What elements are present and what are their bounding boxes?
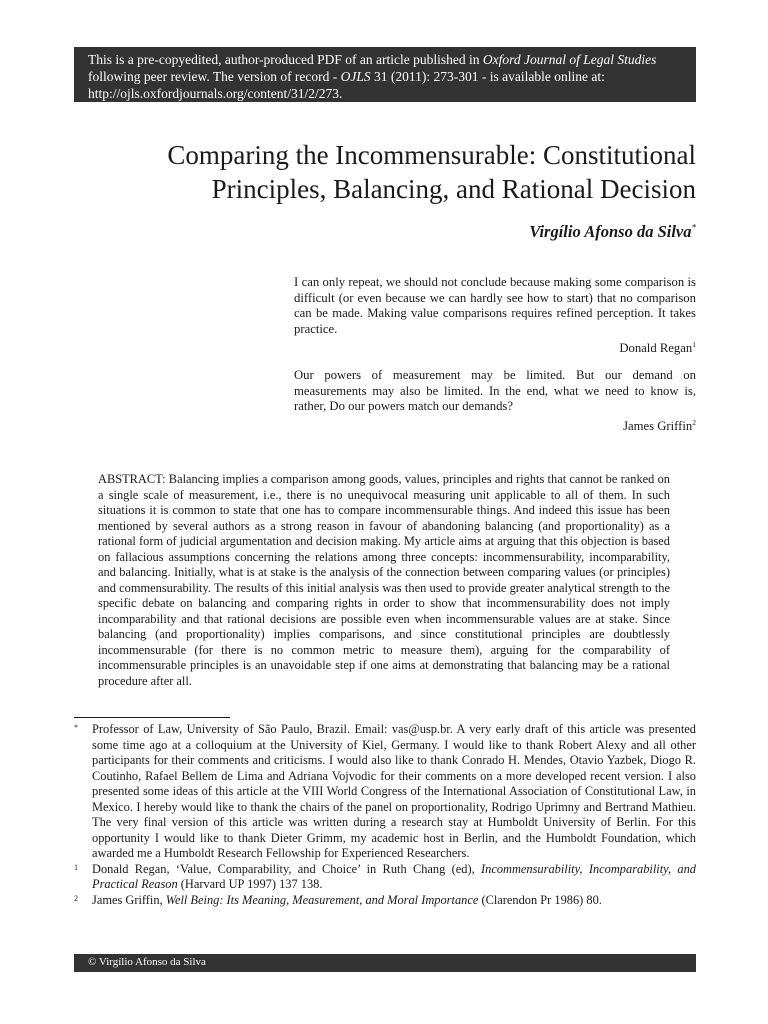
footnote-book-title: Well Being: Its Meaning, Measurement, and Moral Importance <box>165 892 479 907</box>
banner-text-3: 31 (2011): 273-301 - is available online at: http://ojls.oxfordjournals.org/content/31/2/273. <box>88 69 605 101</box>
epigraph-footnote-mark: 1 <box>692 340 696 349</box>
footnote-mark: 2 <box>74 893 78 903</box>
banner-text-1: This is a pre-copyedited, author-produced PDF of an article published in <box>88 52 483 67</box>
author-byline <box>300 222 696 242</box>
article-title <box>74 138 696 206</box>
author-name: Virgílio Afonso da Silva <box>529 222 692 241</box>
footnotes <box>74 722 696 908</box>
publication-notice-banner <box>74 47 696 102</box>
footnote-author <box>74 722 696 862</box>
footnote-text: James Griffin, <box>92 892 166 907</box>
footnote-text: Donald Regan, ‘Value, Comparability, and Choice’ in Ruth Chang (ed), <box>92 861 481 876</box>
epigraph-source-name: Donald Regan <box>619 341 693 356</box>
abstract-paragraph: ABSTRACT: Balancing implies a comparison among goods, values, principles and rights that cannot be ranked on a single scale of measurement, i.e., there is no unequivocal measuring unit applicable to all of them. In such situations it is common to state that one has to compare incommensurable things. And indeed this issue has been mentioned by several authors as a strong reason in favour of abandoning balancing (and proportionality) as a rational form of judicial argumentation and decision making. My article aims at arguing that this objection is based on fallacious assumptions concerning the relations among three concepts: incommensurability, incomparability, and balancing. Initially, what is at stake is the analysis of the connection between comparing values (or principles) and commensurability. The results of this initial analysis was then used to provide greater analytical strength to the specific debate on balancing and comparing rights in order to show that incommensurability does not imply incomparability and that rational decisions are possible even when incommensurable values are at stake. Since balancing (and proportionality) implies comparisons, and since constitutional principles are doubtlessly incommensurable (for there is no common metric to measure them), arguing for the comparability of incommensurable principles is an unavoidable step if one aims at demonstrating that balancing may be a rational procedure after all. <box>98 472 670 688</box>
epigraph-source-name: James Griffin <box>623 418 693 433</box>
footnote-text: (Clarendon Pr 1986) 80. <box>478 892 602 907</box>
epigraph-source <box>294 415 696 435</box>
copyright-text: © Virgílio Afonso da Silva <box>88 956 206 968</box>
epigraph-quote: Our powers of measurement may be limited. But our demand on measurements may also be limited. In the end, what we need to know is, rather, Do our powers match our demands? <box>294 368 696 413</box>
epigraph-griffin <box>294 368 696 434</box>
footnote-mark: 1 <box>74 862 78 872</box>
article-title-line-2: Principles, Balancing, and Rational Decision <box>211 174 696 204</box>
article-title-line-1: Comparing the Incommensurable: Constitutional <box>167 140 696 170</box>
footnote-2 <box>74 893 696 909</box>
author-footnote-mark: * <box>691 222 696 233</box>
epigraph-quote: I can only repeat, we should not conclude because making some comparison is difficult (or even because we can hardly see how to start) that no comparison can be made. Making value comparisons requires refined perception. It takes practice. <box>294 275 696 336</box>
footnote-text: Professor of Law, University of São Paulo, Brazil. Email: vas@usp.br. A very early draft of this article was presented some time ago at a colloquium at the University of Kiel, Germany. I would like to thank Robert Alexy and all other participants for their comments and criticisms. I would also like to thank Conrado H. Mendes, Otavio Yazbek, Diogo R. Coutinho, Rafael Bellem de Lima and Adriana Vojvodic for their comments on a more developed recent version. I also presented some ideas of this article at the VIII World Congress of the International Association of Constitutional Law, in Mexico. I hereby would like to thank the chairs of the panel on proportionality, Rodrigo Uprimny and Bertrand Mathieu. The very final version of this article was written during a research stay at Humboldt University of Berlin. For this opportunity I would like to thank Dieter Grimm, my academic host in Berlin, and the Humboldt Foundation, which awarded me a Humboldt Research Fellowship for Experienced Researchers. <box>92 722 696 860</box>
epigraph-footnote-mark: 2 <box>692 417 696 427</box>
footnote-text: (Harvard UP 1997) 137 138. <box>177 877 323 891</box>
banner-text-2: following peer review. The version of record - <box>88 69 341 84</box>
epigraph-regan <box>294 275 696 357</box>
epigraph-source <box>294 337 696 357</box>
banner-journal-name: Oxford Journal of Legal Studies <box>482 52 657 67</box>
copyright-footer <box>74 954 696 972</box>
footnote-1 <box>74 862 696 893</box>
banner-journal-abbr: OJLS <box>340 69 371 84</box>
footnote-book-title: Incommensurability, Incomparability, and Practical Reason <box>92 861 696 891</box>
footnote-separator <box>74 717 230 718</box>
footnote-mark: * <box>74 723 78 732</box>
